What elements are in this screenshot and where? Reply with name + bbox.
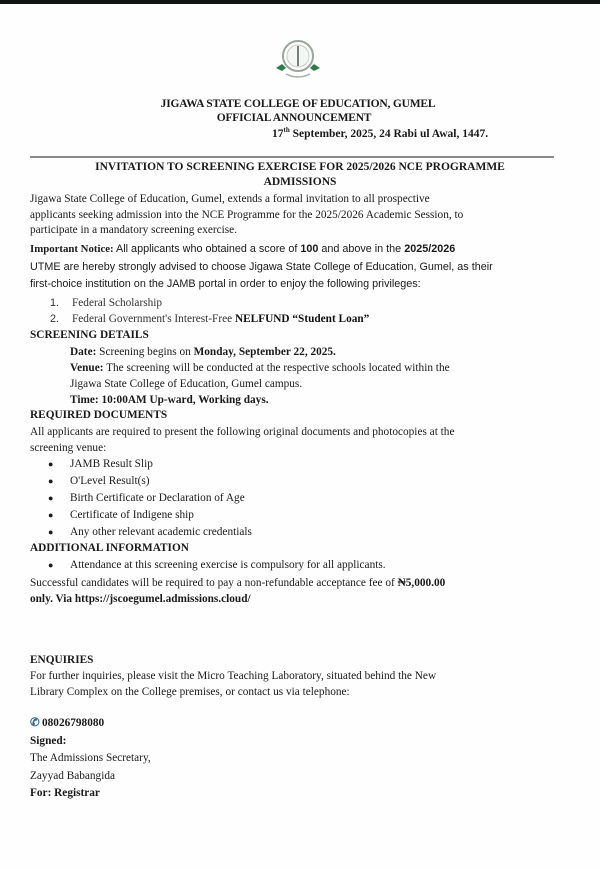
screening-time: Time: 10:00AM Up-ward, Working days. [70, 394, 269, 406]
screening-date: Date: Screening begins on Monday, September 22, 2025. [70, 346, 336, 358]
signatory-name: Zayyad Babangida [30, 770, 116, 782]
signatory-title: The Admissions Secretary, [30, 752, 151, 764]
additional-information-heading: ADDITIONAL INFORMATION [30, 542, 189, 554]
document-title: INVITATION TO SCREENING EXERCISE FOR 2025/2026 NCE PROGRAMME ADMISSIONS [95, 161, 505, 188]
announcement-subtitle: OFFICIAL ANNOUNCEMENT [216, 112, 372, 124]
institution-name: JIGAWA STATE COLLEGE OF EDUCATION, GUMEL [160, 98, 436, 110]
document-item: ● Certificate of Indigene ship [48, 509, 194, 521]
bullet-icon: ● [48, 459, 54, 469]
document-item: ● Any other relevant academic credentials [48, 526, 252, 538]
college-crest-logo-icon [266, 34, 330, 84]
documents-intro: All applicants are required to present the following original documents and photocopies at the screening venue: [30, 426, 455, 454]
additional-item: ● Attendance at this screening exercise is compulsory for all applicants. [48, 559, 386, 571]
bullet-icon: ● [48, 476, 54, 486]
document-item: ● Birth Certificate or Declaration of Age [48, 492, 245, 504]
screening-details-heading: SCREENING DETAILS [30, 329, 149, 341]
admissions-portal-link[interactable]: only. Via https://jscoegumel.admissions.cloud/ [30, 592, 251, 605]
document-item: ● O'Level Result(s) [48, 475, 150, 487]
acceptance-fee-paragraph: Successful candidates will be required to pay a non-refundable acceptance fee of ₦5,000.00 only. Via https://jscoegumel.admissions.cloud/ [30, 577, 446, 605]
enquiries-heading: ENQUIRIES [30, 654, 94, 666]
intro-paragraph: Jigawa State College of Education, Gumel, extends a formal invitation to all prospective applicants seeking admission into the NCE Programme for the 2025/2026 Academic Session, to participate in a mandatory screening exercise. [30, 193, 464, 236]
required-documents-heading: REQUIRED DOCUMENTS [30, 409, 168, 421]
screening-venue: Venue: The screening will be conducted at the respective schools located within the Jigawa State College of Education, Gumel campus. [70, 362, 450, 390]
privilege-item: 1. Federal Scholarship [50, 297, 163, 309]
header-divider [30, 156, 554, 158]
important-notice: Important Notice: All applicants who obtained a score of 100 and above in the 2025/2026 UTME are hereby strongly advised to choose Jigawa State College of Education, Gumel, as their first-choice institution on the JAMB portal in order to enjoy the following privileges: [30, 243, 493, 290]
signed-label: Signed: [30, 735, 67, 747]
enquiries-paragraph: For further inquiries, please visit the Micro Teaching Laboratory, situated behind the New Library Complex on the College premises, or contact us via telephone: [30, 670, 437, 698]
document-item: ● JAMB Result Slip [48, 458, 153, 470]
bullet-icon: ● [48, 527, 54, 537]
bullet-icon: ● [48, 560, 54, 570]
bullet-icon: ● [48, 510, 54, 520]
signatory-for: For: Registrar [30, 787, 100, 799]
privilege-item: 2. Federal Government's Interest-Free NELFUND “Student Loan” [50, 313, 370, 325]
bullet-icon: ● [48, 493, 54, 503]
contact-phone[interactable]: ✆ 08026798080 [30, 717, 105, 729]
announcement-page [0, 4, 600, 869]
phone-icon: ✆ [30, 717, 40, 729]
announcement-date: 17th September, 2025, 24 Rabi ul Awal, 1447. [272, 126, 489, 140]
